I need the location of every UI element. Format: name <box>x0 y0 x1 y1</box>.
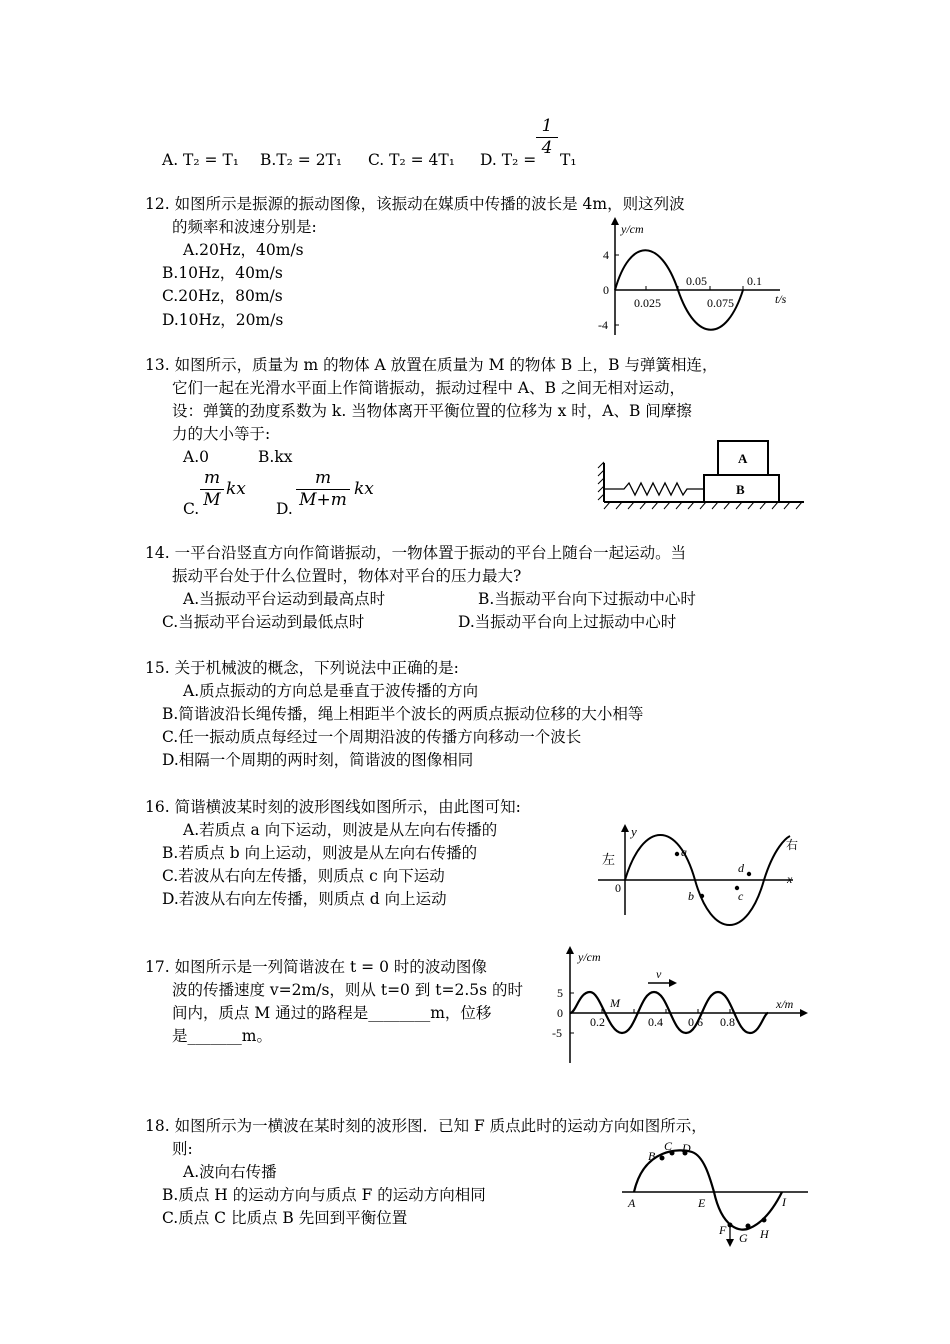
q16-waveform-graph <box>598 822 803 917</box>
q16-right-label: 右 <box>786 838 799 852</box>
q11-fraction <box>536 116 558 159</box>
q18-option-c: C.质点 C 比质点 B 先回到平衡位置 <box>162 1209 408 1227</box>
q16-y-label: y <box>631 824 637 839</box>
q18-label-g: G <box>739 1231 748 1245</box>
q16-origin-label: 0 <box>615 881 621 895</box>
q17-stem-line4: 是_______m。 <box>172 1027 272 1045</box>
q16-option-a: A.若质点 a 向下运动，则波是从左向右传播的 <box>183 821 498 839</box>
q13-option-a: A.0 <box>183 448 209 466</box>
q16-point-b: b <box>688 889 694 903</box>
q13-option-c-label: C. <box>183 500 200 518</box>
q14-stem-line1: 14. 一平台沿竖直方向作简谐振动，一物体置于振动的平台上随台一起运动。当 <box>145 544 687 562</box>
q12-option-d: D.10Hz，20m/s <box>162 311 284 329</box>
q15-option-c: C.任一振动质点每经过一个周期沿波的传播方向移动一个波长 <box>162 728 582 746</box>
q17-point-m: M <box>610 996 620 1010</box>
q17-tick-x4: 0.8 <box>720 1015 735 1029</box>
q17-stem-line3: 间内，质点 M 通过的路程是________m，位移 <box>172 1004 492 1022</box>
q13-stem-line1: 13. 如图所示，质量为 m 的物体 A 放置在质量为 M 的物体 B 上，B 与弹簧相连， <box>145 356 718 374</box>
q14-option-c: C.当振动平台运动到最低点时 <box>162 613 365 631</box>
q14-option-d: D.当振动平台向上过振动中心时 <box>458 613 677 631</box>
q14-option-a: A.当振动平台运动到最高点时 <box>183 590 386 608</box>
q12-option-c: C.20Hz，80m/s <box>162 287 283 305</box>
q13-block-a-label: A <box>738 451 748 466</box>
q18-label-e: E <box>698 1196 706 1210</box>
q12-tick-t1: 0.025 <box>634 296 661 310</box>
q11-frac-num: 1 <box>541 116 553 136</box>
q16-option-d: D.若波从右向左传播，则质点 d 向上运动 <box>162 890 447 908</box>
q16-point-c: c <box>738 889 744 903</box>
q18-waveform-figure <box>622 1138 812 1258</box>
q17-velocity-label: v <box>656 967 662 981</box>
q12-option-a: A.20Hz，40m/s <box>183 241 304 259</box>
q13-option-d-fraction <box>296 468 350 511</box>
q13-stem-line4: 力的大小等于: <box>172 425 271 443</box>
q16-x-label: x <box>787 872 793 886</box>
q13-option-c-fraction <box>200 468 224 511</box>
q13-stem-line2: 它们一起在光滑水平面上作简谐振动，振动过程中 A、B 之间无相对运动， <box>172 379 685 397</box>
q13-option-c-den: M <box>200 489 224 511</box>
q12-option-b: B.10Hz，40m/s <box>162 264 283 282</box>
q11-option-c: C. T₂ = 4T₁ <box>368 151 455 169</box>
q18-stem-line1: 18. 如图所示为一横波在某时刻的波形图．已知 F 质点此时的运动方向如图所示， <box>145 1117 707 1135</box>
q16-option-c: C.若波从右向左传播，则质点 c 向下运动 <box>162 867 445 885</box>
q15-option-b: B.简谐波沿长绳传播，绳上相距半个波长的两质点振动位移的大小相等 <box>162 705 644 723</box>
q16-stem: 16. 简谐横波某时刻的波形图线如图所示，由此图可知: <box>145 798 521 816</box>
q17-xlabel: x/m <box>776 997 794 1011</box>
q13-option-d-den: M+m <box>296 489 350 511</box>
q12-tick-y-neg: -4 <box>598 318 608 332</box>
q17-tick-x2: 0.4 <box>648 1015 663 1029</box>
q18-option-b: B.质点 H 的运动方向与质点 F 的运动方向相同 <box>162 1186 486 1204</box>
q18-label-d: D <box>682 1141 691 1155</box>
q13-option-d-num: m <box>314 468 332 488</box>
q16-point-d: d <box>738 861 744 875</box>
q12-tick-y-pos: 4 <box>603 248 609 262</box>
q17-ylabel: y/cm <box>578 950 601 964</box>
q12-ylabel: y/cm <box>621 222 644 236</box>
q15-stem: 15. 关于机械波的概念，下列说法中正确的是: <box>145 659 459 677</box>
q11-frac-den: 4 <box>536 137 558 159</box>
q13-stem-line3: 设：弹簧的劲度系数为 k. 当物体离开平衡位置的位移为 x 时，A、B 间摩擦 <box>172 402 692 420</box>
q16-point-a: a <box>681 845 687 859</box>
q17-wave-graph <box>548 945 810 1065</box>
q13-spring-block-figure <box>598 435 810 515</box>
q17-tick-y-neg: -5 <box>552 1026 562 1040</box>
q17-tick-x3: 0.6 <box>688 1015 703 1029</box>
q11-option-d-tail: T₁ <box>560 151 577 169</box>
q18-label-a: A <box>628 1196 636 1210</box>
q12-xlabel: t/s <box>775 292 787 306</box>
q13-block-b-label: B <box>736 482 745 497</box>
q18-label-i: I <box>782 1195 786 1209</box>
q18-label-h: H <box>760 1227 769 1241</box>
q15-option-a: A.质点振动的方向总是垂直于波传播的方向 <box>183 682 479 700</box>
q18-label-b: B <box>648 1149 656 1163</box>
q18-option-a: A.波向右传播 <box>183 1163 277 1181</box>
q12-tick-y-zero: 0 <box>603 283 609 297</box>
q14-stem-line2: 振动平台处于什么位置时，物体对平台的压力最大? <box>172 567 522 585</box>
q11-option-d: D. T₂ = <box>480 151 537 169</box>
q13-option-d-tail: kx <box>354 479 374 499</box>
q13-option-d-label: D. <box>276 500 293 518</box>
q18-stem-line2: 则: <box>172 1140 193 1158</box>
q17-tick-y-pos: 5 <box>557 986 563 1000</box>
q11-option-a: A. T₂ = T₁ <box>162 151 239 169</box>
q13-option-c-num: m <box>203 468 221 488</box>
q18-label-c: C <box>664 1139 673 1153</box>
q12-stem-line1: 12. 如图所示是振源的振动图像，该振动在媒质中传播的波长是 4m，则这列波 <box>145 195 685 213</box>
q17-stem-line2: 波的传播速度 v=2m/s，则从 t=0 到 t=2.5s 的时 <box>172 981 524 999</box>
q13-option-c-tail: kx <box>226 479 246 499</box>
q12-tick-t2: 0.05 <box>686 274 707 288</box>
q15-option-d: D.相隔一个周期的两时刻，简谐波的图像相同 <box>162 751 474 769</box>
q12-tick-t3: 0.075 <box>707 296 734 310</box>
q16-option-b: B.若质点 b 向上运动，则波是从左向右传播的 <box>162 844 478 862</box>
q12-stem-line2: 的频率和波速分别是: <box>172 218 317 236</box>
q17-stem-line1: 17. 如图所示是一列简谐波在 t = 0 时的波动图像 <box>145 958 487 976</box>
q13-option-b: B.kx <box>258 448 293 466</box>
q18-label-f: F <box>719 1223 727 1237</box>
q12-vibration-graph <box>595 215 800 340</box>
q17-tick-y-zero: 0 <box>557 1006 563 1020</box>
q14-option-b: B.当振动平台向下过振动中心时 <box>478 590 696 608</box>
q11-option-b: B.T₂ = 2T₁ <box>260 151 343 169</box>
q12-tick-t4: 0.1 <box>747 274 762 288</box>
q17-tick-x1: 0.2 <box>590 1015 605 1029</box>
q16-left-label: 左 <box>602 852 616 867</box>
